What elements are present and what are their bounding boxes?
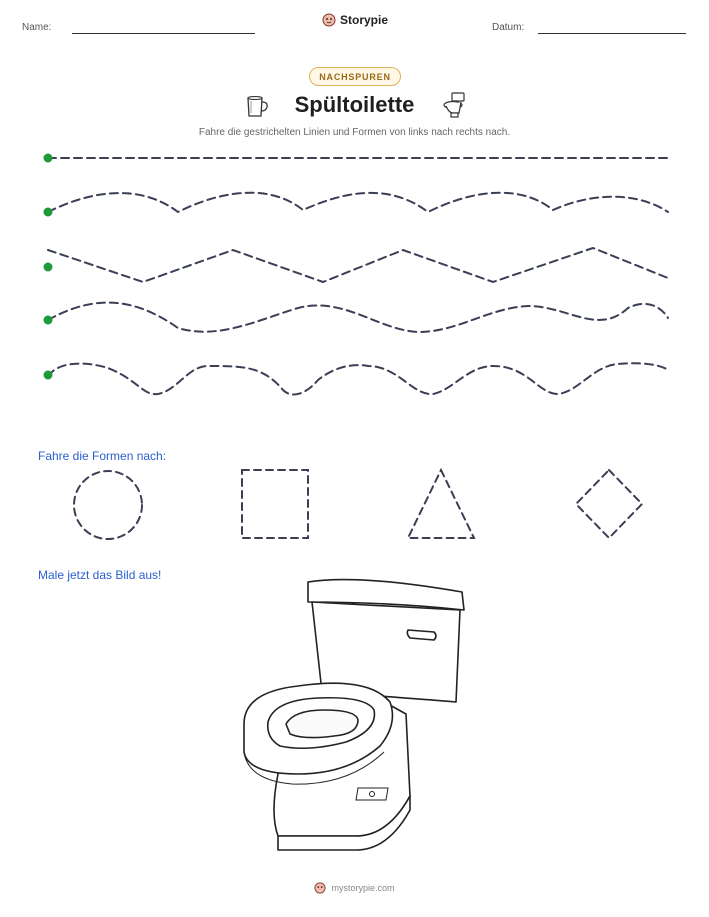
start-dot-5 <box>44 371 53 380</box>
start-dot-3 <box>44 263 53 272</box>
brand-name: Storypie <box>340 13 389 27</box>
toilet-coloring-picture[interactable] <box>238 574 470 864</box>
storypie-mascot-icon <box>322 13 336 27</box>
tracing-lines-area <box>0 140 709 410</box>
trace-line-bumps[interactable] <box>48 363 668 394</box>
trace-line-wave[interactable] <box>48 193 668 212</box>
coloring-section-label: Male jetzt das Bild aus! <box>38 568 162 582</box>
start-dot-4 <box>44 316 53 325</box>
toilet-icon <box>441 90 469 120</box>
date-label: Datum: <box>492 22 525 33</box>
activity-badge: NACHSPUREN <box>309 67 401 86</box>
page-title: Spültoilette <box>294 92 415 117</box>
start-dot-1 <box>44 154 53 163</box>
shapes-section-label: Fahre die Formen nach: <box>38 449 167 463</box>
storypie-mascot-icon <box>314 882 326 894</box>
tracing-shapes-area <box>0 460 709 550</box>
trace-line-curve[interactable] <box>48 303 668 332</box>
trace-diamond[interactable] <box>576 470 642 538</box>
instruction-text: Fahre die gestrichelten Linien und Formen von links nach rechts nach. <box>198 127 511 138</box>
footer-site-link[interactable]: mystorypie.com <box>331 883 395 893</box>
trace-triangle[interactable] <box>408 470 474 538</box>
date-write-line[interactable] <box>538 33 686 34</box>
trace-square[interactable] <box>242 470 308 538</box>
name-label: Name: <box>22 22 52 33</box>
trace-line-zigzag[interactable] <box>48 248 668 282</box>
footer <box>0 882 709 894</box>
trace-circle[interactable] <box>74 471 142 539</box>
brand-logo <box>322 13 388 27</box>
name-write-line[interactable] <box>72 33 255 34</box>
start-dot-2 <box>44 208 53 217</box>
